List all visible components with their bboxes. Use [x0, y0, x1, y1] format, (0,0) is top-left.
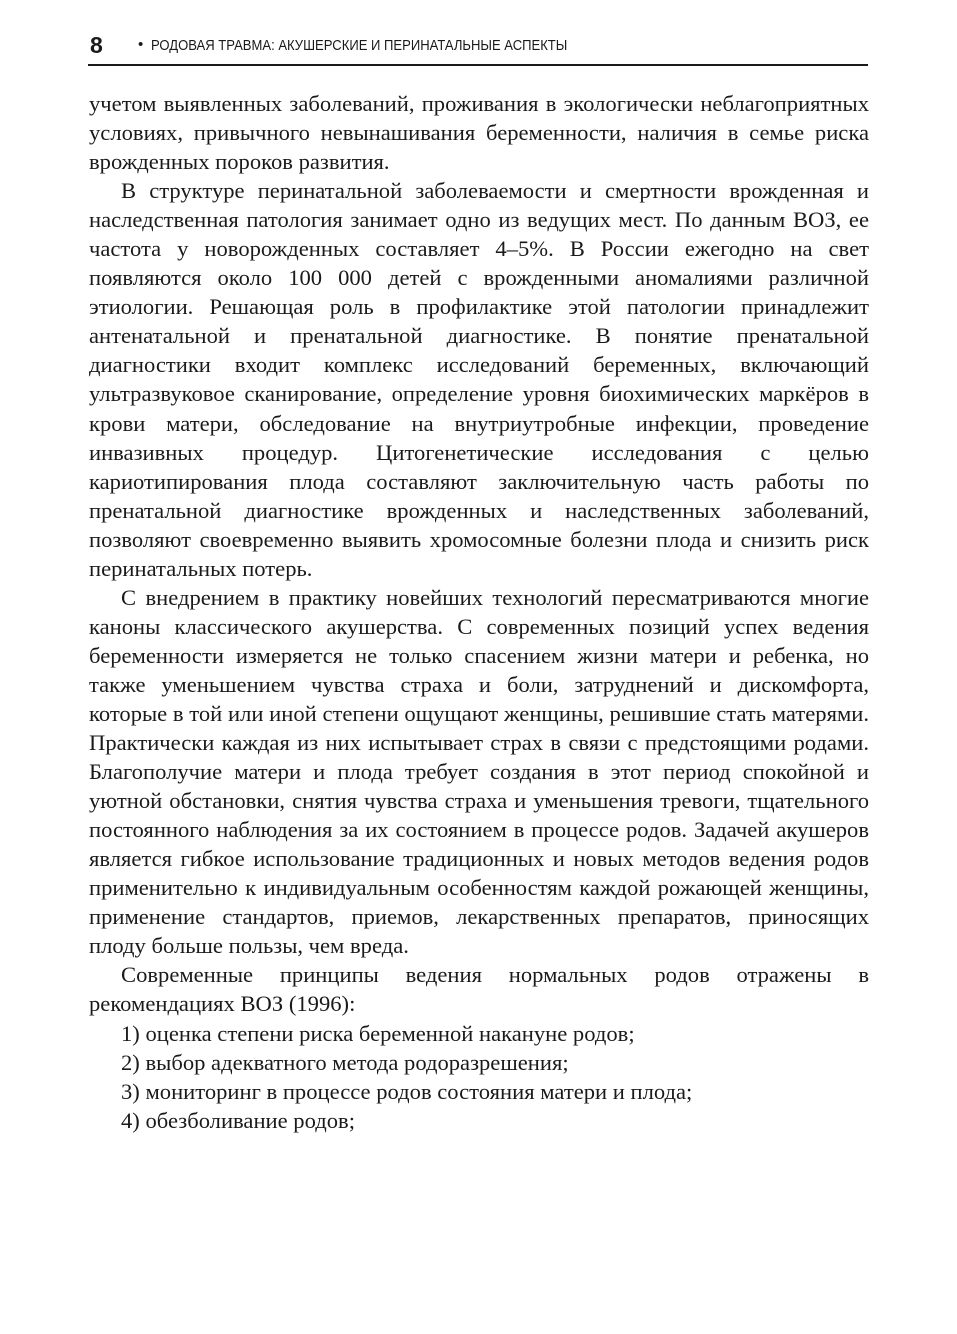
- list-item: 4) обезболивание родов;: [121, 1107, 355, 1133]
- header-bullet: •: [138, 36, 144, 53]
- running-head-title: РОДОВАЯ ТРАВМА: АКУШЕРСКИЕ И ПЕРИНАТАЛЬНЫЕ АСПЕКТЫ: [151, 38, 568, 54]
- page-number: 8: [90, 32, 103, 58]
- list-item: 3) мониторинг в процессе родов состояния матери и плода;: [121, 1078, 693, 1104]
- running-head: [88, 30, 868, 66]
- paragraph-new-technologies: С внедрением в практику новейших технологий пересматриваются многие каноны классического акушерства. С современных позиций успех ведения беременности измеряется не только спасением жизни матери и ребенка, но также уменьшением чувства страха и боли, затруднений и дискомфорта, которые в той или иной степени ощущают женщины, решившие стать матерями. Практически каждая из них испытывает страх в связи с предстоящими родами. Благополучие матери и плода требует создания в этот период спокойной и уютной обстановки, снятия чувства страха и уменьшения тревоги, тщательного постоянного наблюдения за их состоянием в процессе родов. Задачей акушеров является гибкое использование традиционных и новых методов ведения родов применительно к индивидуальным особенностям каждой рожающей женщины, применение стандартов, приемов, лекарственных препаратов, приносящих плоду больше пользы, чем вреда.: [89, 584, 869, 959]
- who-principles-list: [89, 1019, 869, 1135]
- list-item: 1) оценка степени риска беременной накануне родов;: [121, 1020, 635, 1046]
- paragraph-continued: учетом выявленных заболеваний, проживания в экологически неблагоприятных условиях, привычного невынашивания беременности, наличия в семье риска врожденных пороков развития.: [89, 91, 869, 175]
- paragraph-who-principles: Современные принципы ведения нормальных родов отражены в рекомендациях ВОЗ (1996):: [89, 962, 869, 1017]
- paragraph-prenatal-diagnostics: В структуре перинатальной заболеваемости и смертности врожденная и наследственная патология занимает одно из ведущих мест. По данным ВОЗ, ее частота у новорожденных составляет 4–5%. В России ежегодно на свет появляются около 100 000 детей с врожденными аномалиями различной этиологии. Решающая роль в профилактике этой патологии принадлежит антенатальной и пренатальной диагностике. В понятие пренатальной диагностики входит комплекс исследований беременных, включающий ультразвуковое сканирование, определение уровня биохимических маркёров в крови матери, обследование на внутриутробные инфекции, проведение инвазивных процедур. Цитогенетические исследования с целью кариотипирования плода составляют заключительную часть работы по пренатальной диагностике врожденных и наследственных заболеваний, позволяют своевременно выявить хромосомные болезни плода и снизить риск перинатальных потерь.: [89, 178, 869, 581]
- body-text: [89, 89, 869, 1135]
- list-item: 2) выбор адекватного метода родоразрешения;: [121, 1049, 569, 1075]
